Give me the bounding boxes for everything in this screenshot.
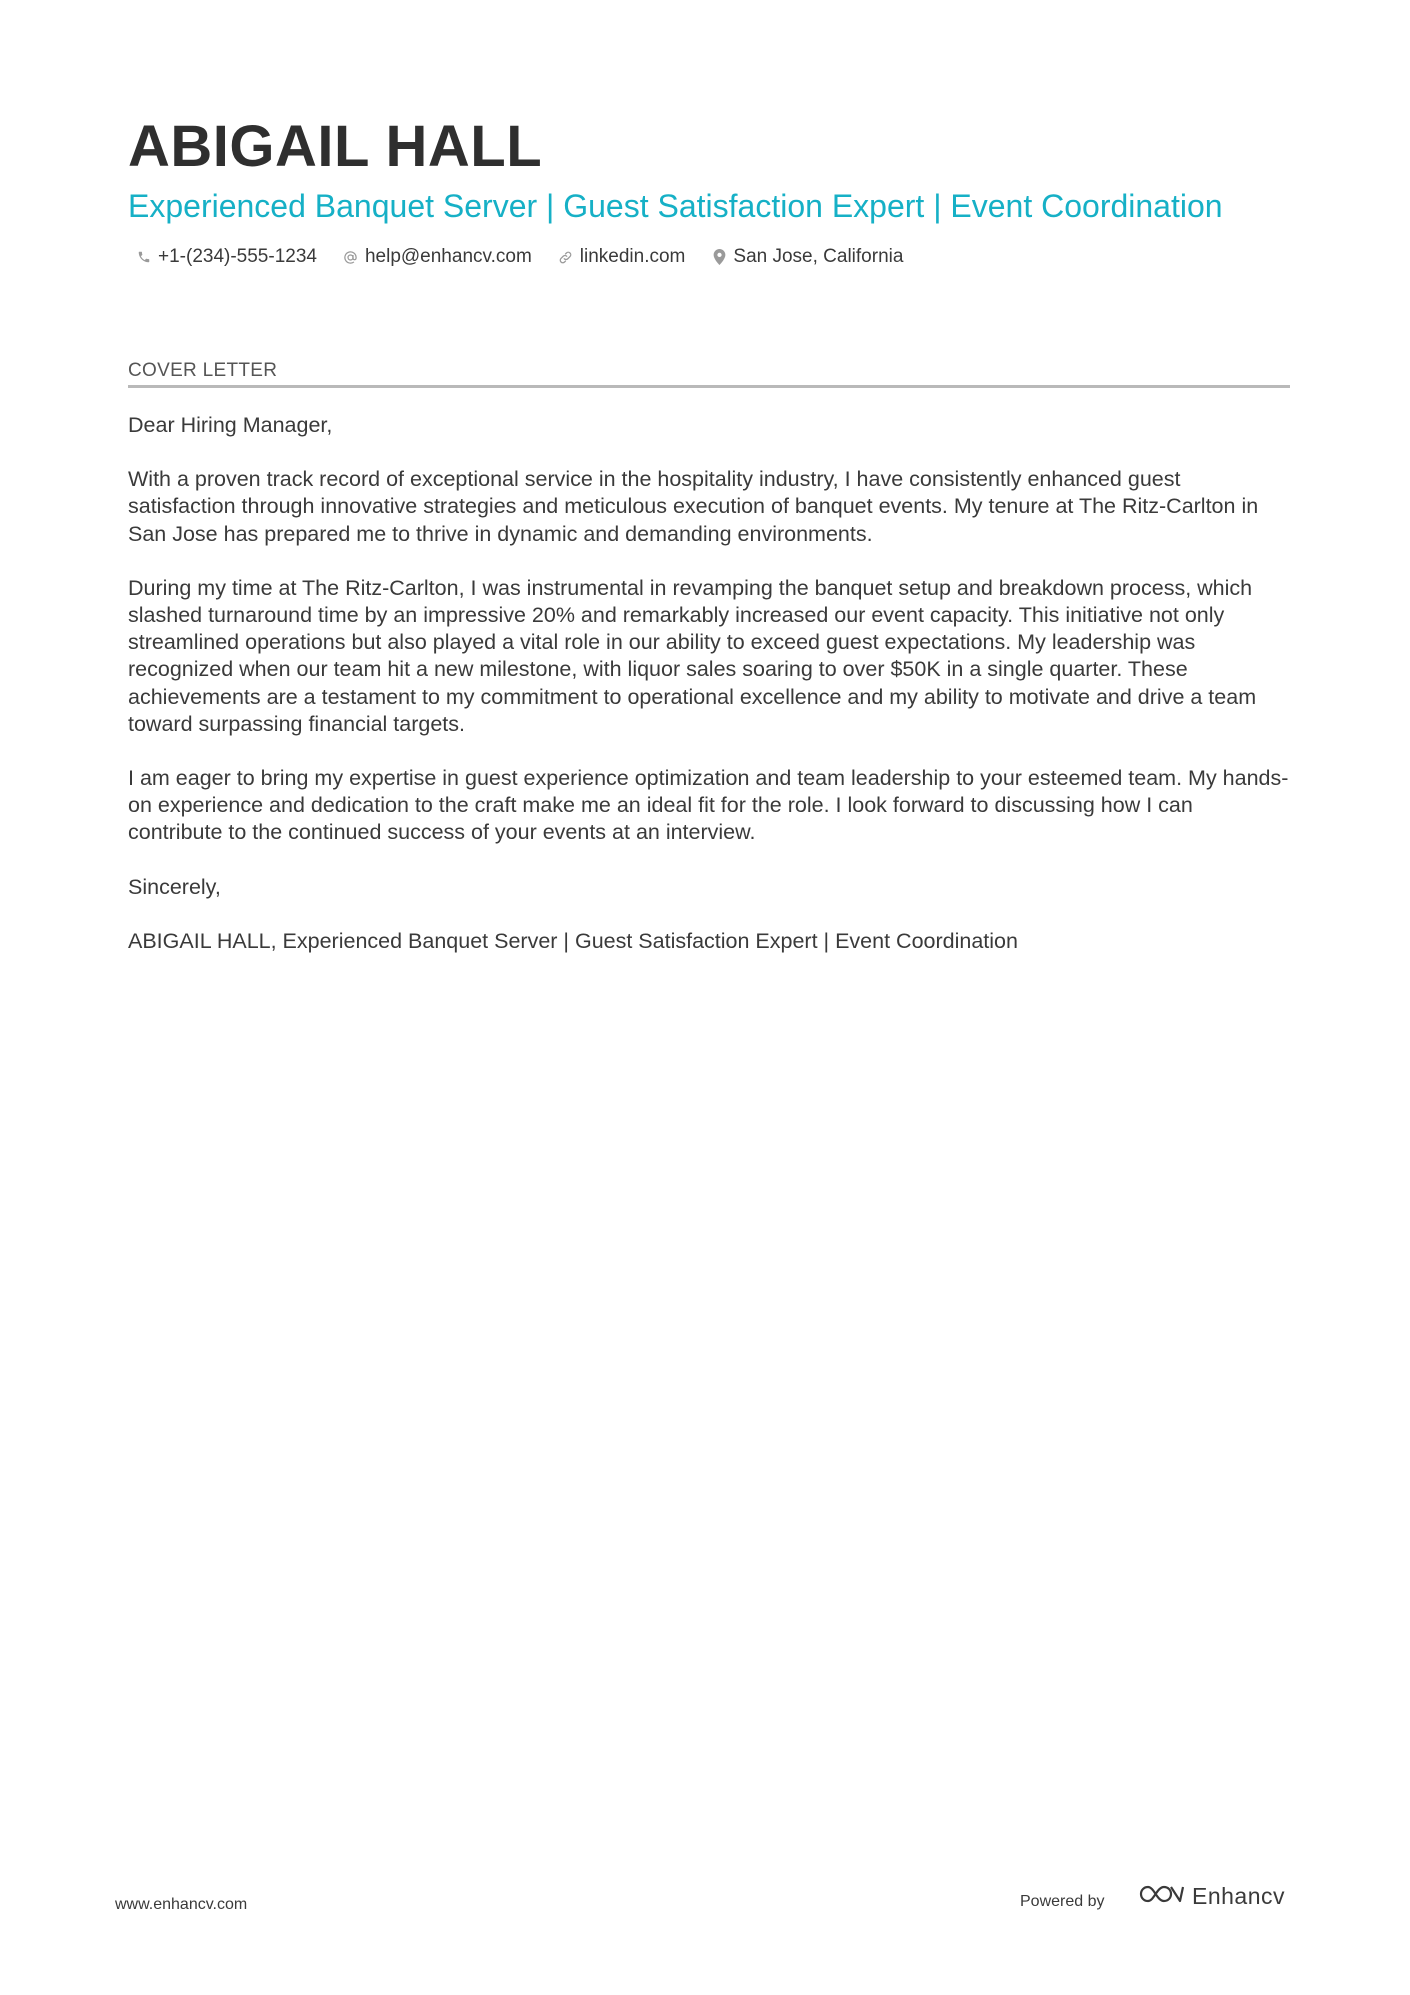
section-title: COVER LETTER [128,360,278,381]
phone-text[interactable]: +1-(234)-555-1234 [158,246,317,267]
powered-by-label: Powered by [1020,1893,1105,1910]
contact-location [711,246,903,268]
footer-url[interactable]: www.enhancv.com [115,1896,248,1913]
letter-body [128,412,1290,982]
letter-paragraph: I am eager to bring my expertise in guest experience optimization and team leadership to your esteemed team. My hands-on experience and dedication to the craft make me an ideal fit for the role. I look forward to discussing how I can contribute to the continued success of your events at an interview. [128,766,1289,845]
contact-phone [136,246,317,268]
letter-paragraph: During my time at The Ritz-Carlton, I was instrumental in revamping the banquet setup and breakdown process, which slashed turnaround time by an impressive 20% and remarkably increased our event capacity. This initiative not only streamlined operations but also played a vital role in our ability to exceed guest expectations. My leadership was recognized when our team hit a new milestone, with liquor sales soaring to over $50K in a single quarter. These achievements are a testament to my commitment to operational excellence and my ability to motivate and drive a team toward surpassing financial targets. [128,575,1257,736]
contact-bar [136,246,929,268]
at-icon [343,249,359,265]
link-icon [558,249,574,265]
letter-signature: ABIGAIL HALL, Experienced Banquet Server | Guest Satisfaction Expert | Event Coordination [128,928,1018,953]
location-pin-icon [711,249,727,265]
contact-linkedin [558,246,686,268]
contact-email [343,246,532,268]
brand-logo[interactable] [1138,1882,1285,1911]
section-divider [128,385,1290,388]
brand-name: Enhancv [1192,1883,1286,1909]
email-text[interactable]: help@enhancv.com [364,246,532,267]
linkedin-text[interactable]: linkedin.com [579,246,686,267]
letter-paragraph: With a proven track record of exceptional service in the hospitality industry, I have consistently enhanced guest satisfaction through innovative strategies and meticulous execution of banquet events. My tenure at The Ritz-Carlton in San Jose has prepared me to thrive in dynamic and demanding environments. [128,467,1259,546]
location-text: San Jose, California [733,246,904,267]
phone-icon [136,249,152,265]
enhancv-logo-icon [1138,1882,1184,1911]
candidate-name: ABIGAIL HALL [128,114,543,179]
letter-salutation: Dear Hiring Manager, [128,413,333,437]
candidate-headline: Experienced Banquet Server | Guest Satisfaction Expert | Event Coordination [128,188,1223,224]
letter-closing: Sincerely, [128,874,221,899]
